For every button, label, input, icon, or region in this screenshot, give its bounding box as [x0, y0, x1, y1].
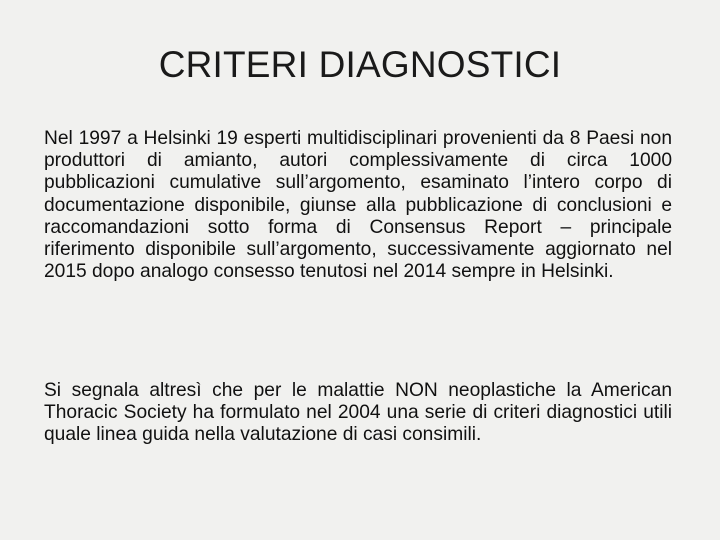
paragraph-consensus-report: Nel 1997 a Helsinki 19 esperti multidisciplinari provenienti da 8 Paesi non produttori di amianto, autori complessivamente di circa 1000 pubblicazioni cumulative sull’argomento, esaminato l’intero corpo di documentazione disponibile, giunse alla pubblicazione di conclusioni e raccomandazioni sotto forma di Consensus Report – principale riferimento disponibile sull’argomento, successivamente aggiornato nel 2015 dopo analogo consesso tenutosi nel 2014 sempre in Helsinki.: [44, 128, 672, 283]
slide-title: CRITERI DIAGNOSTICI: [158, 44, 562, 85]
paragraph-ats-criteria: Si segnala altresì che per le malattie NON neoplastiche la American Thoracic Society ha formulato nel 2004 una serie di criteri diagnostici utili quale linea guida nella valutazione di casi consimili.: [44, 380, 672, 446]
